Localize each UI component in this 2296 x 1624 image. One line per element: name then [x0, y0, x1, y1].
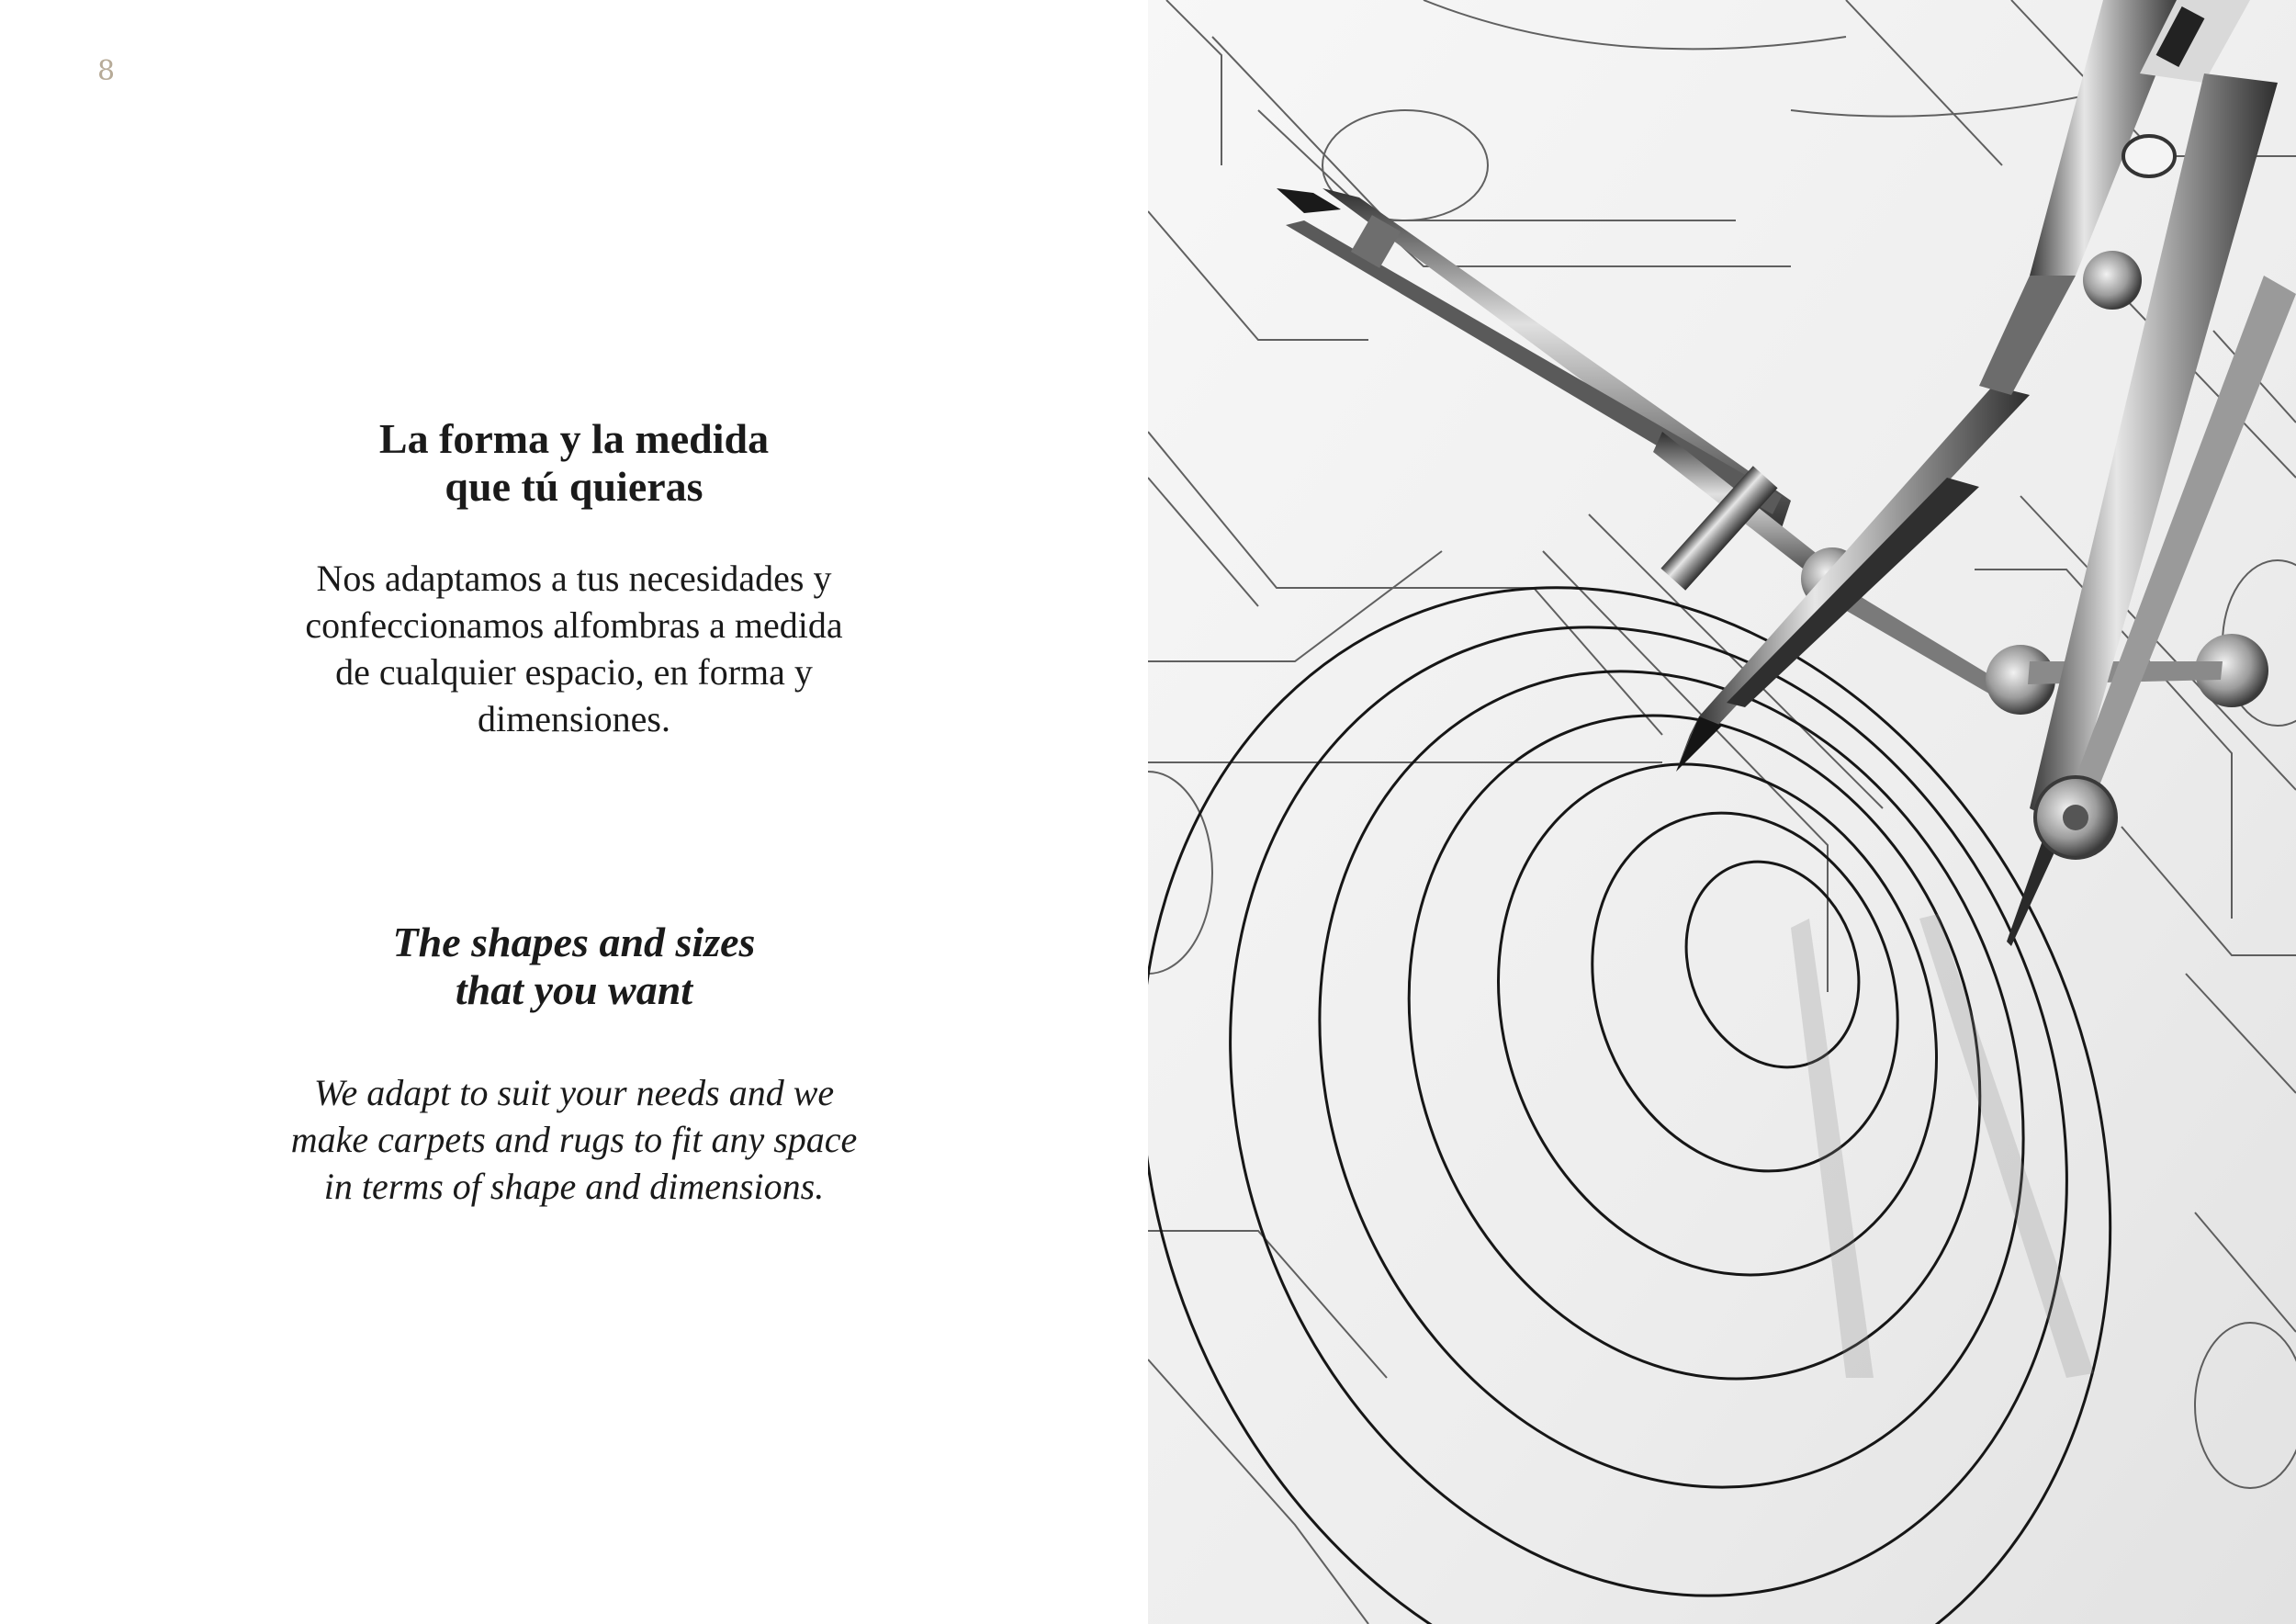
- compass-drafting-photo: [1148, 0, 2296, 1624]
- english-heading-line: that you want: [455, 966, 693, 1013]
- page-number: 8: [97, 55, 116, 87]
- english-heading-line: The shapes and sizes: [392, 919, 756, 965]
- spanish-heading: [220, 415, 928, 511]
- spanish-body-line: de cualquier espacio, en forma y: [335, 651, 813, 693]
- spanish-body-line: Nos adaptamos a tus necesidades y: [316, 558, 832, 599]
- english-heading: [220, 919, 928, 1014]
- spanish-heading-line: La forma y la medida: [378, 415, 770, 462]
- spanish-body: [220, 555, 928, 742]
- english-body-line: make carpets and rugs to fit any space: [290, 1119, 858, 1160]
- english-body-line: We adapt to suit your needs and we: [313, 1072, 835, 1113]
- english-body-line: in terms of shape and dimensions.: [323, 1166, 825, 1207]
- english-body: [220, 1069, 928, 1210]
- compass-drawing-illustration: [1148, 0, 2296, 1624]
- spanish-heading-line: que tú quieras: [445, 463, 703, 510]
- spanish-body-line: dimensiones.: [478, 698, 670, 739]
- spanish-body-line: confeccionamos alfombras a medida: [305, 604, 843, 646]
